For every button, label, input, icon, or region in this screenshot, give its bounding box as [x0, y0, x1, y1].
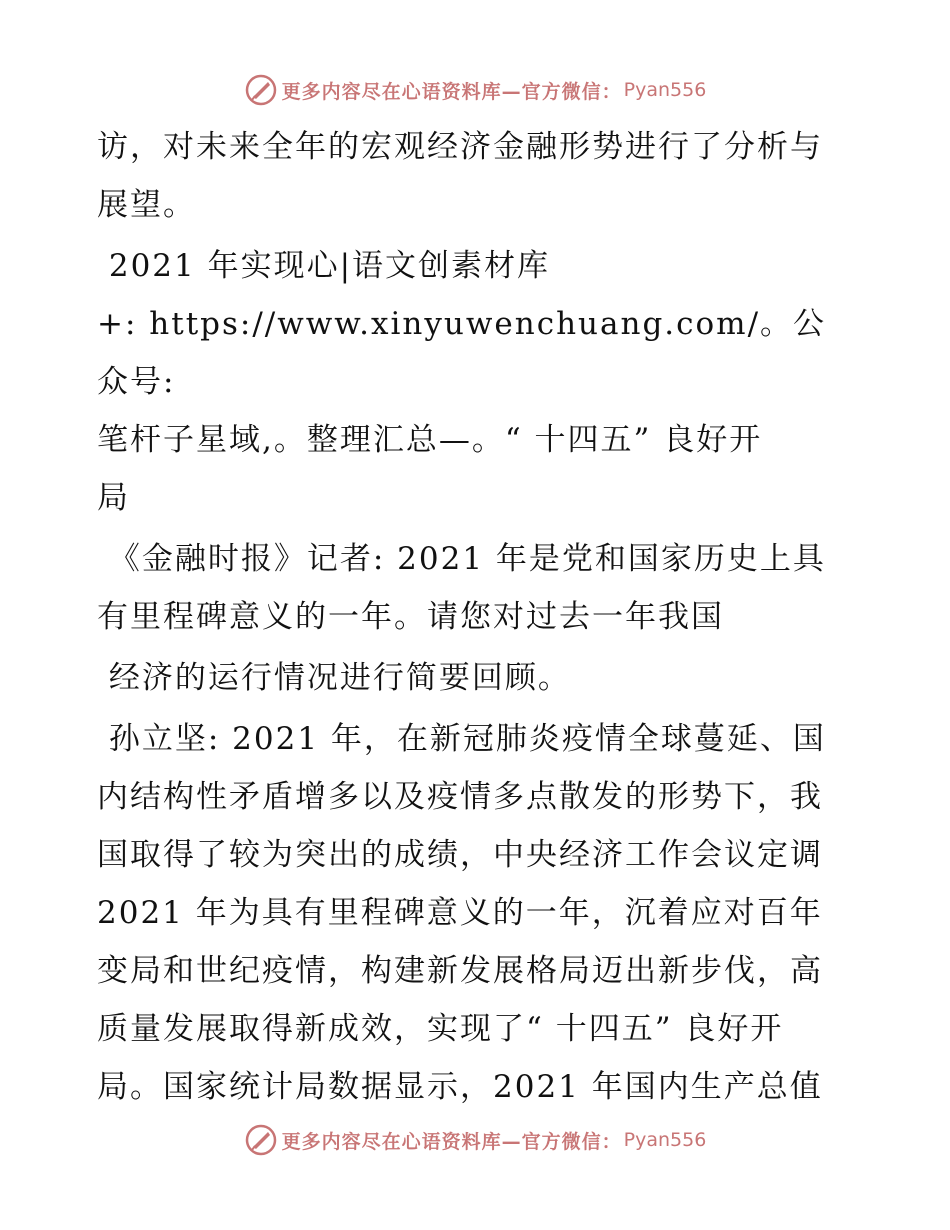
line: 质量发展取得新成效，实现了“ 十四五” 良好开 — [97, 1011, 784, 1047]
line: 展望。 — [97, 187, 196, 223]
line: 变局和世纪疫情，构建新发展格局迈出新步伐，高 — [97, 953, 823, 989]
paragraph-2 — [97, 237, 857, 527]
line: +: https://www.xinyuwenchuang.com/。公众号: — [97, 306, 827, 400]
line: 有里程碑意义的一年。请您对过去一年我国 — [97, 599, 724, 635]
quill-logo-icon — [244, 1123, 278, 1157]
watermark-wechat-id: Pyan556 — [623, 1129, 707, 1151]
line: 2021 年为具有里程碑意义的一年，沉着应对百年 — [97, 895, 823, 931]
watermark-wechat-id: Pyan556 — [623, 79, 707, 101]
line: 内结构性矛盾增多以及疫情多点散发的形势下，我 — [97, 779, 823, 815]
watermark-banner-top — [0, 70, 950, 110]
body-text — [97, 118, 857, 1116]
line: 2021 年实现心|语文创素材库 — [97, 248, 551, 284]
paragraph-1 — [97, 118, 857, 234]
quill-logo-icon — [244, 73, 278, 107]
line: 访，对未来全年的宏观经济金融形势进行了分析与 — [97, 129, 823, 165]
line: 孙立坚: 2021 年，在新冠肺炎疫情全球蔓延、国 — [97, 721, 826, 757]
paragraph-5 — [97, 710, 857, 1116]
paragraph-3 — [97, 530, 857, 646]
line: 局。国家统计局数据显示，2021 年国内生产总值 — [97, 1069, 823, 1105]
watermark-text: 更多内容尽在心语资料库—官方微信： — [281, 1130, 622, 1153]
paragraph-4 — [97, 649, 857, 707]
line: 《金融时报》记者: 2021 年是党和国家历史上具 — [97, 541, 826, 577]
line: 笔杆子星域,。整理汇总—。“ 十四五” 良好开 — [97, 422, 763, 458]
line: 经济的运行情况进行简要回顾。 — [97, 660, 571, 696]
line: 国取得了较为突出的成绩，中央经济工作会议定调 — [97, 837, 823, 873]
watermark-text: 更多内容尽在心语资料库—官方微信： — [281, 80, 622, 103]
watermark-banner-bottom — [0, 1120, 950, 1160]
line: 局 — [97, 480, 130, 516]
